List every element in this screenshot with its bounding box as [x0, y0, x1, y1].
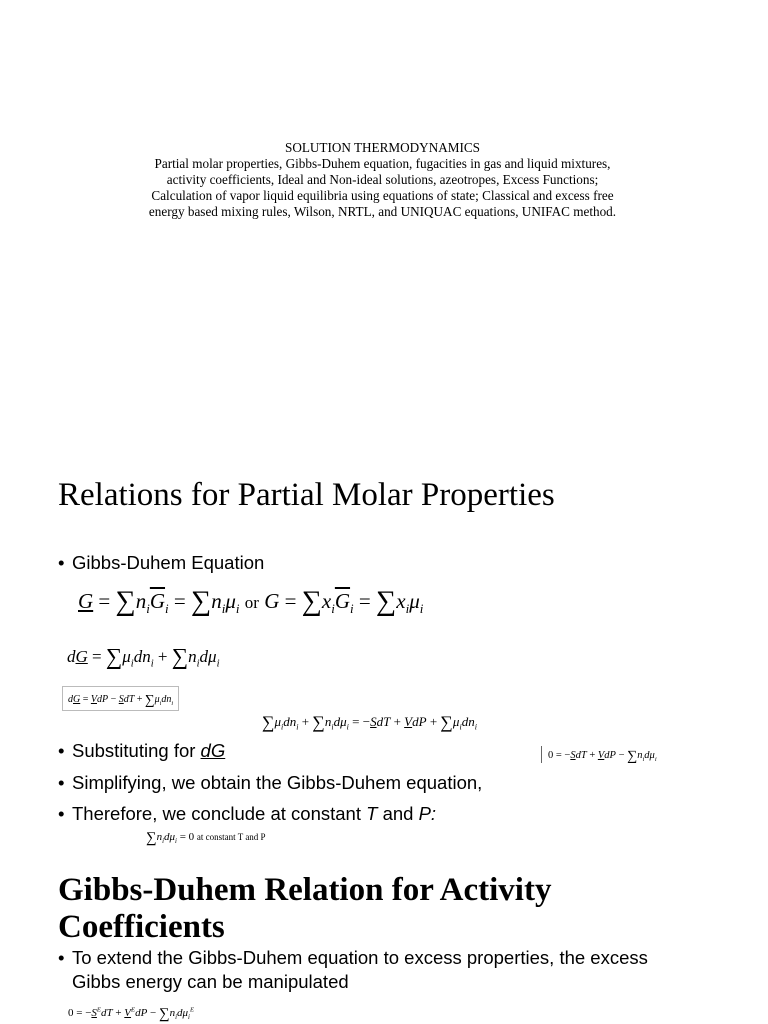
equation-boxed-dG: dG = VdP − SdT + $\sum\mu_idn_i$ [62, 686, 179, 711]
bullet-text: Simplifying, we obtain the Gibbs-Duhem equation, [72, 772, 483, 793]
bullet-text-cont: Gibbs energy can be manipulated [72, 971, 349, 992]
bullet-and: and [377, 803, 419, 824]
slide-title-2: Gibbs-Duhem Relation for Activity Coefficients [58, 872, 552, 945]
equation-excess: $0 = -S^EdT + V^EdP - \sum n_id\mu_i^E$ [68, 1006, 194, 1022]
bullet-P: P: [418, 803, 437, 824]
bullet-text: Gibbs-Duhem Equation [72, 552, 265, 573]
bullet-substituting: • Substituting for dG [58, 740, 226, 761]
intro-line: energy based mixing rules, Wilson, NRTL, and UNIQUAC equations, UNIFAC method. [148, 204, 617, 219]
bullet-term: dG [200, 740, 226, 761]
or-word: or [244, 593, 259, 612]
intro-block [60, 140, 705, 220]
intro-line: Partial molar properties, Gibbs-Duhem equation, fugacities in gas and liquid mixtures, [154, 156, 611, 171]
equation-substituted: $\sum\mu_idn_i + \sum n_id\mu_i = -SdT$ + VdP + $\sum\mu_idn_i$ [262, 712, 477, 732]
bullet-gibbs-duhem: • Gibbs-Duhem Equation [58, 552, 265, 573]
bullet-extend: • To extend the Gibbs-Duhem equation to excess properties, the excess Gibbs energy can be manipulated [58, 947, 648, 992]
bullet-simplifying: • Simplifying, we obtain the Gibbs-Duhem equation, [58, 772, 483, 793]
equation-dG: dG = $\sum\mu_idn_i + \sum n_id\mu_i$ [67, 644, 220, 670]
equation-gibbs-duhem-result: 0 = −SdT + VdP − $\sum n_id\mu_i$ [541, 746, 657, 763]
bullet-text: Substituting for [72, 740, 201, 761]
equation-partial-molar: $G = \sum n_i\overline{G}_i = \sum n_i\mu_i$ or $G = \sum x_i\overline{G}_i = \sum x_i\mu_i$ [78, 586, 424, 617]
bullet-text: To extend the Gibbs-Duhem equation to excess properties, the excess [72, 947, 648, 968]
bullet-T: T [366, 803, 378, 824]
intro-line: Calculation of vapor liquid equilibria using equations of state; Classical and excess free [151, 188, 614, 203]
bullet-therefore: • Therefore, we conclude at constant T and P: [58, 803, 437, 824]
bullet-text: Therefore, we conclude at constant [72, 803, 367, 824]
slide-title: Relations for Partial Molar Properties [58, 477, 555, 513]
equation-constant-TP: $\sum n_id\mu_i = 0$ at constant T and P [146, 830, 266, 846]
constant-note: at constant T and P [196, 832, 266, 842]
intro-line: SOLUTION THERMODYNAMICS [284, 140, 480, 155]
intro-line: activity coefficients, Ideal and Non-ideal solutions, azeotropes, Excess Functions; [166, 172, 599, 187]
